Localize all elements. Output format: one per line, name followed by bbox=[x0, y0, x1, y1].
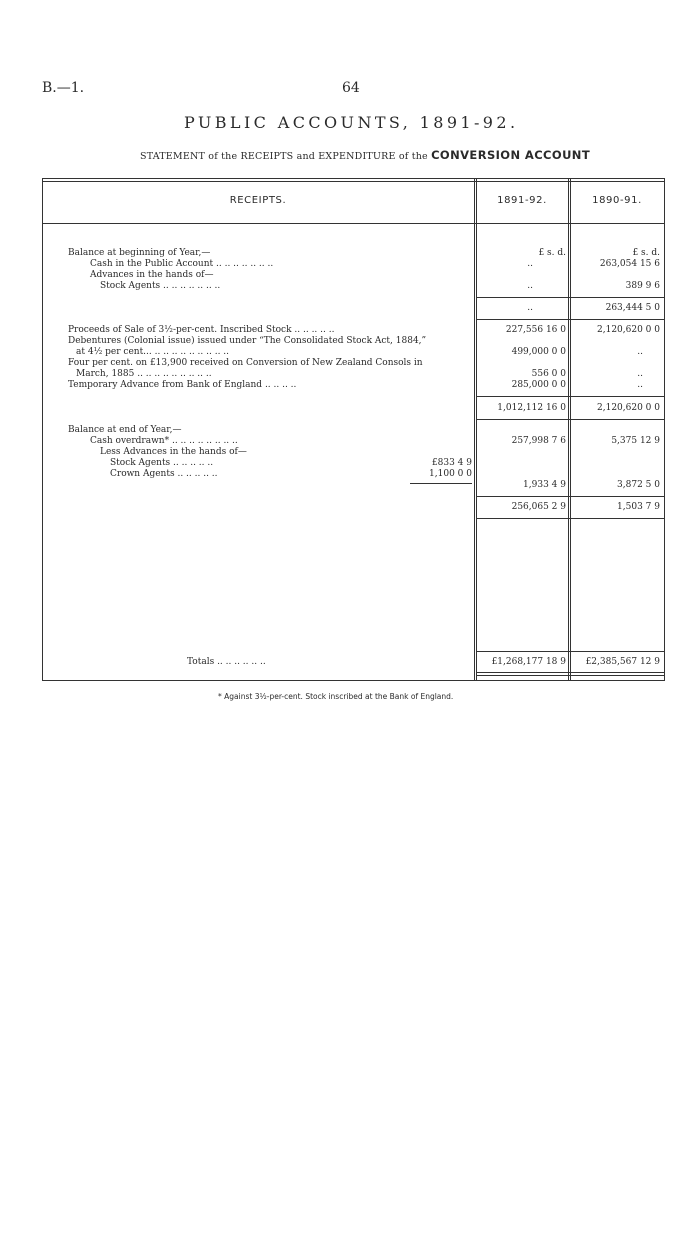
totals-top-rule bbox=[476, 651, 664, 652]
subtotal-rule-4 bbox=[476, 419, 664, 420]
column-header-receipts: RECEIPTS. bbox=[229, 195, 287, 206]
leader-dots: .. .. .. .. .. bbox=[174, 469, 218, 479]
col-divider-1 bbox=[474, 178, 475, 681]
row-cash-overdrawn bbox=[90, 436, 238, 447]
col-divider-2b bbox=[570, 178, 571, 681]
inner-total-rule bbox=[410, 483, 472, 484]
debentures-1891-92: 499,000 0 0 bbox=[511, 347, 566, 357]
label: Temporary Advance from Bank of England bbox=[68, 380, 263, 390]
table-top-rule-2 bbox=[42, 181, 665, 182]
row-debentures-line1: Debentures (Colonial issue) issued under “The Consolidated Stock Act, 1884,” bbox=[68, 336, 427, 346]
label: Stock Agents bbox=[100, 281, 161, 291]
table-bottom-rule bbox=[42, 680, 665, 681]
row-totals bbox=[187, 657, 266, 668]
net-rule-2 bbox=[476, 518, 664, 519]
subtitle-prefix: STATEMENT of the RECEIPTS and EXPENDITURE of the bbox=[140, 151, 428, 162]
net-rule-1 bbox=[476, 496, 664, 497]
four-percent-1891-92: 556 0 0 bbox=[531, 369, 566, 379]
leader-dots: .. .. .. .. .. .. .. .. bbox=[169, 436, 238, 446]
debentures-1890-91: .. bbox=[637, 347, 643, 357]
row-four-percent-line2 bbox=[76, 369, 212, 380]
cash-overdrawn-1891-92: 257,998 7 6 bbox=[511, 436, 566, 446]
crown-agents-inner: 1,100 0 0 bbox=[429, 469, 472, 479]
totals-1891-92: £1,268,177 18 9 bbox=[491, 657, 566, 667]
row-balance-beginning: Balance at beginning of Year,— bbox=[68, 248, 211, 258]
col-divider-2 bbox=[568, 178, 569, 681]
label: Proceeds of Sale of 3½-per-cent. Inscribed Stock bbox=[68, 325, 292, 335]
row-cash-public-account bbox=[90, 259, 273, 270]
row-proceeds-sale bbox=[68, 325, 334, 336]
row-debentures-line2 bbox=[76, 347, 229, 358]
subtitle-account-name: CONVERSION ACCOUNT bbox=[431, 148, 591, 162]
label: Stock Agents bbox=[110, 458, 171, 468]
leader-dots: .. .. .. .. .. bbox=[170, 458, 214, 468]
label: Cash in the Public Account bbox=[90, 259, 214, 269]
row-stock-agents-2 bbox=[110, 458, 213, 469]
leader-dots: .. .. .. .. .. .. .. .. .. bbox=[134, 369, 212, 379]
proceeds-1890-91: 2,120,620 0 0 bbox=[597, 325, 660, 335]
subtotal-2-1891-92: 1,012,112 16 0 bbox=[497, 403, 566, 413]
row-stock-agents bbox=[100, 281, 220, 292]
label: Crown Agents bbox=[110, 469, 175, 479]
leader-dots: .. .. .. .. .. bbox=[291, 325, 335, 335]
row-advances-hands: Advances in the hands of— bbox=[90, 270, 214, 280]
totals-double-rule-1 bbox=[476, 672, 664, 673]
currency-header-1891-92: £ s. d. bbox=[538, 248, 566, 258]
subtotal-1-1891-92: .. bbox=[527, 303, 533, 313]
stock-agents-1891-92: .. bbox=[527, 281, 533, 291]
stock-agents-2-inner: £833 4 9 bbox=[431, 458, 472, 468]
label: March, 1885 bbox=[76, 369, 135, 379]
temporary-advance-1891-92: 285,000 0 0 bbox=[511, 380, 566, 390]
column-header-1891-92: 1891-92. bbox=[497, 195, 547, 206]
currency-header-1890-91: £ s. d. bbox=[632, 248, 660, 258]
row-less-advances: Less Advances in the hands of— bbox=[100, 447, 247, 457]
leader-dots: .. .. .. .. .. .. .. bbox=[160, 281, 221, 291]
net-balance-1891-92: 256,065 2 9 bbox=[511, 502, 566, 512]
subtotal-1-1890-91: 263,444 5 0 bbox=[605, 303, 660, 313]
row-balance-end: Balance at end of Year,— bbox=[68, 425, 182, 435]
subtotal-2-1890-91: 2,120,620 0 0 bbox=[597, 403, 660, 413]
leader-dots: .. .. .. .. .. .. .. bbox=[213, 259, 274, 269]
header-bottom-rule bbox=[42, 223, 665, 224]
table-top-rule bbox=[42, 178, 665, 179]
column-header-1890-91: 1890-91. bbox=[592, 195, 642, 206]
label: Cash overdrawn* bbox=[90, 436, 170, 446]
totals-double-rule-2 bbox=[476, 675, 664, 676]
cash-overdrawn-1890-91: 5,375 12 9 bbox=[611, 436, 660, 446]
page-title: PUBLIC ACCOUNTS, 1891-92. bbox=[184, 113, 519, 132]
page-number: 64 bbox=[342, 80, 360, 96]
col-divider-1b bbox=[476, 178, 477, 681]
row-crown-agents bbox=[110, 469, 218, 480]
subtotal-rule-1 bbox=[476, 297, 664, 298]
proceeds-1891-92: 227,556 16 0 bbox=[505, 325, 566, 335]
four-percent-1890-91: .. bbox=[637, 369, 643, 379]
footnote: * Against 3½-per-cent. Stock inscribed at the Bank of England. bbox=[218, 692, 454, 701]
subtotal-rule-3 bbox=[476, 396, 664, 397]
advances-total-1890-91: 3,872 5 0 bbox=[617, 480, 660, 490]
leader-dots: .. .. .. .. .. .. .. .. .. bbox=[151, 347, 230, 357]
cash-public-1890-91: 263,054 15 6 bbox=[599, 259, 660, 269]
subtotal-rule-2 bbox=[476, 319, 664, 320]
row-four-percent-line1: Four per cent. on £13,900 received on Conversion of New Zealand Consols in bbox=[68, 358, 423, 368]
advances-total-1891-92: 1,933 4 9 bbox=[523, 480, 566, 490]
leader-dots: .. .. .. .. .. .. bbox=[214, 657, 266, 667]
net-balance-1890-91: 1,503 7 9 bbox=[617, 502, 660, 512]
label: at 4½ per cent... bbox=[76, 347, 152, 357]
table-left-border bbox=[42, 178, 43, 681]
row-temporary-advance bbox=[68, 380, 296, 391]
label: Totals bbox=[187, 657, 215, 667]
temporary-advance-1890-91: .. bbox=[637, 380, 643, 390]
totals-1890-91: £2,385,567 12 9 bbox=[585, 657, 660, 667]
statement-subtitle bbox=[140, 148, 590, 162]
cash-public-1891-92: .. bbox=[527, 259, 533, 269]
stock-agents-1890-91: 389 9 6 bbox=[625, 281, 660, 291]
leader-dots: .. .. .. .. bbox=[262, 380, 297, 390]
document-reference: B.—1. bbox=[42, 80, 85, 96]
table-right-border bbox=[664, 178, 665, 681]
